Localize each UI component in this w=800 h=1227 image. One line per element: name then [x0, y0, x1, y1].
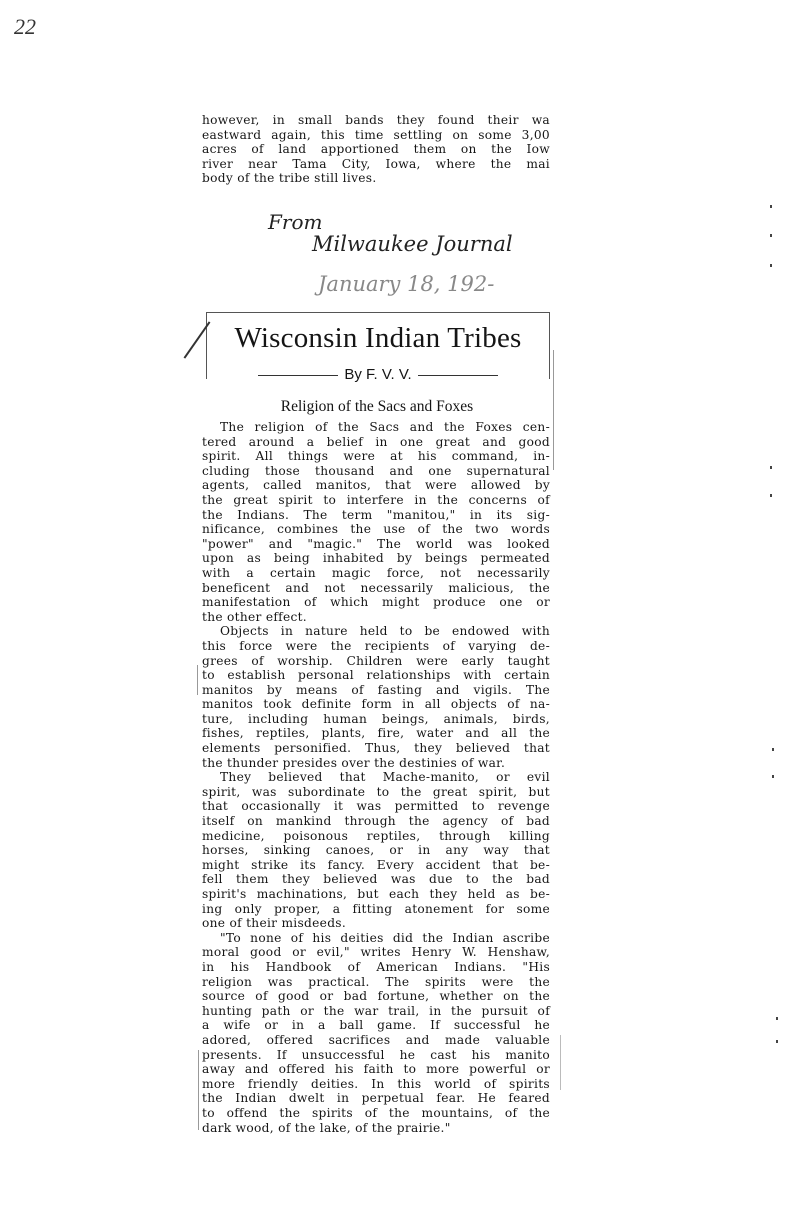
- text-line: that occasionally it was permitted to revenge: [202, 799, 550, 814]
- text-line: adored, offered sacrifices and made valuable: [202, 1032, 550, 1047]
- byline-text: By F. V. V.: [344, 366, 412, 383]
- scan-mark: [772, 748, 774, 751]
- article-title: Wisconsin Indian Tribes: [234, 322, 522, 354]
- text-line: to offend the spirits of the mountains, of the: [202, 1105, 550, 1120]
- text-line: The religion of the Sacs and the Foxes cen-: [220, 420, 550, 434]
- text-line: manitos by means of fasting and vigils. The: [202, 682, 550, 697]
- page-number: 22: [14, 14, 36, 39]
- text-line: river near Tama City, Iowa, where the mai: [202, 156, 550, 171]
- article-subhead: Religion of the Sacs and Foxes: [280, 398, 474, 415]
- article-byline: [206, 366, 550, 383]
- text-line: acres of land apportioned them on the Iow: [202, 142, 550, 157]
- text-line: one of their misdeeds.: [202, 916, 347, 931]
- text-line: manitos took definite form in all objects of na-: [202, 697, 550, 712]
- handwritten-note-date: January 18, 192-: [318, 272, 495, 296]
- text-line: however, in small bands they found their wa: [202, 113, 550, 127]
- text-line: grees of worship. Children were early taught: [202, 653, 550, 668]
- text-line: horses, sinking canoes, or in any way that: [202, 843, 550, 858]
- text-line: source of good or bad fortune, whether on the: [202, 989, 550, 1004]
- text-line: fishes, reptiles, plants, fire, water and all the: [202, 726, 550, 741]
- text-line: ture, including human beings, animals, birds,: [202, 711, 550, 726]
- text-line: spirit's machinations, but each they held as be-: [202, 887, 550, 901]
- text-line: moral good or evil," writes Henry W. Henshaw,: [202, 945, 550, 960]
- text-line: spirit. All things were at his command, in-: [202, 449, 550, 464]
- continued-paragraph: [202, 113, 550, 186]
- scan-mark: [770, 494, 772, 497]
- text-line: hunting path or the war trail, in the pursuit of: [202, 1003, 550, 1018]
- scan-mark: [772, 775, 774, 778]
- text-line: upon as being inhabited by beings permeated: [202, 551, 550, 566]
- text-line: body of the tribe still lives.: [202, 171, 377, 186]
- text-line: eastward again, this time settling on some 3,00: [202, 127, 550, 142]
- text-line: "power" and "magic." The world was looked: [202, 536, 550, 551]
- text-line: might strike its fancy. Every accident that be-: [202, 857, 550, 872]
- column-rule: [197, 665, 198, 695]
- text-line: "To none of his deities did the Indian ascribe: [220, 930, 550, 945]
- text-line: more friendly deities. In this world of spirits: [202, 1076, 550, 1091]
- text-line: presents. If unsuccessful he cast his manito: [202, 1047, 550, 1062]
- scan-mark: [776, 1017, 778, 1020]
- text-line: nificance, combines the use of the two words: [202, 522, 550, 537]
- paragraph: [202, 931, 550, 1135]
- text-line: religion was practical. The spirits were the: [202, 974, 550, 989]
- column-rule: [553, 350, 554, 470]
- text-line: manifestation of which might produce one or: [202, 595, 550, 610]
- text-line: a wife or in a ball game. If successful he: [202, 1018, 550, 1033]
- text-line: Objects in nature held to be endowed with: [220, 624, 550, 639]
- text-line: in his Handbook of American Indians. "His: [202, 959, 550, 974]
- text-line: cluding those thousand and one supernatural: [202, 463, 550, 478]
- handwritten-note-from: From: [268, 210, 323, 234]
- text-line: the other effect.: [202, 609, 307, 624]
- text-line: beneficent and not necessarily malicious, the: [202, 580, 550, 595]
- scan-mark: [770, 264, 772, 267]
- text-line: spirit, was subordinate to the great spirit, but: [202, 784, 550, 799]
- text-line: medicine, poisonous reptiles, through killing: [202, 828, 550, 843]
- text-line: tered around a belief in one great and good: [202, 434, 550, 449]
- text-line: this force were the recipients of varying de-: [202, 638, 550, 653]
- paragraph: [202, 420, 550, 624]
- column-rule: [560, 1035, 561, 1090]
- text-line: agents, called manitos, that were allowed by: [202, 478, 550, 493]
- text-line: to establish personal relationships with certain: [202, 668, 550, 683]
- scan-mark: [770, 234, 772, 237]
- text-line: the Indians. The term "manitou," in its sig-: [202, 507, 550, 522]
- text-line: with a certain magic force, not necessarily: [202, 565, 550, 580]
- text-line: elements personified. Thus, they believed that: [202, 741, 550, 756]
- text-line: itself on mankind through the agency of bad: [202, 814, 550, 829]
- paragraph: [202, 770, 550, 931]
- text-line: dark wood, of the lake, of the prairie.": [202, 1120, 451, 1135]
- paragraph: [202, 624, 550, 770]
- column-rule: [198, 1050, 199, 1130]
- text-line: They believed that Mache-manito, or evil: [220, 770, 550, 785]
- handwritten-note-source: Milwaukee Journal: [312, 232, 513, 256]
- scan-mark: [770, 205, 772, 208]
- text-line: fell them they believed was due to the bad: [202, 872, 550, 887]
- text-line: the Indian dwelt in perpetual fear. He feared: [202, 1091, 550, 1106]
- scan-mark: [770, 466, 772, 469]
- text-line: ing only proper, a fitting atonement for some: [202, 901, 550, 916]
- article-body: [202, 420, 550, 1135]
- scan-mark: [776, 1040, 778, 1043]
- text-line: the thunder presides over the destinies of war.: [202, 755, 506, 770]
- text-line: away and offered his faith to more powerful or: [202, 1062, 550, 1077]
- text-line: the great spirit to interfere in the concerns of: [202, 492, 550, 507]
